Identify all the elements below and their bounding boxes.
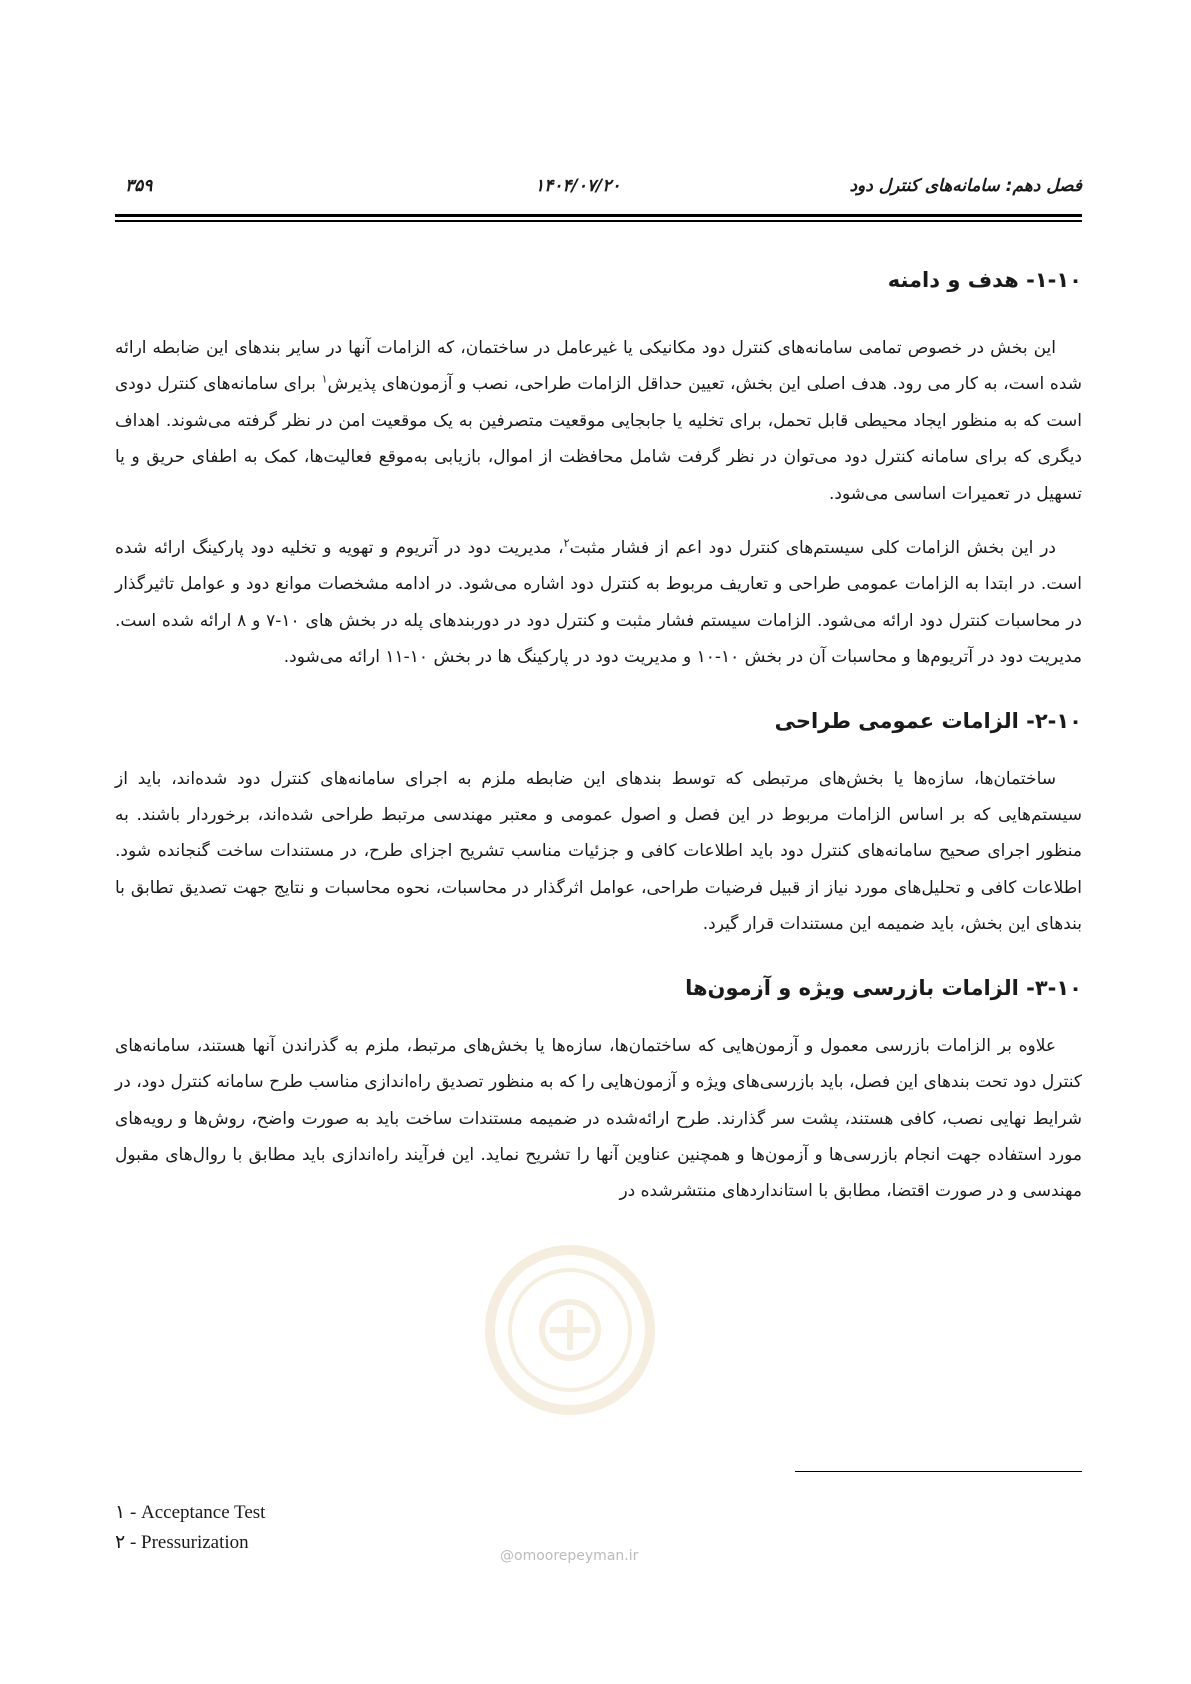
section-1-paragraph-1: این بخش در خصوص تمامی سامانه‌های کنترل دود مکانیکی یا غیرعامل در ساختمان، که الزامات آنها در سایر بندهای این ضابطه ارائه شده است، به کار می رود. هدف اصلی این بخش، تعیین حداقل الزامات طراحی، نصب و آزمون‌های پذیرش$^۱$ برای سامانه‌های کنترل دودی است که به منظور ایجاد محیطی قابل تحمل، برای تخلیه یا جابجایی موقعیت متصرفین به یک موقعیت امن در نظر گرفته می‌شوند. اهداف دیگری که برای سامانه کنترل دود می‌توان در نظر گرفت شامل محافظت از اموال، بازیابی به‌موقع فعالیت‌ها، کمک به اطفای حریق و یا تسهیل در تعمیرات اساسی می‌شود. [115,338,1083,504]
section-heading-2: ۲-۱۰- الزامات عمومی طراحی [774,708,1082,733]
header-rule-thick [115,214,1082,217]
section-3-paragraph-1: علاوه بر الزامات بازرسی معمول و آزمون‌هایی که ساختمان‌ها، سازه‌ها یا بخش‌های مرتبط، ملزم به گذراندن آنها هستند، سامانه‌های کنترل دود تحت بندهای این فصل، باید بازرسی‌های ویژه و آزمون‌هایی را که به منظور تصدیق راه‌اندازی مناسب طرح سامانه کنترل دود، در شرایط نهایی نصب، کافی هستند، پشت سر گذارند. طرح ارائه‌شده در ضمیمه مستندات ساخت باید به صورت واضح، روش‌ها و رویه‌های مورد استفاده جهت انجام بازرسی‌ها و آزمون‌ها و همچنین عناوین آنها را تشریح نماید. این فرآیند راه‌اندازی باید مطابق با روال‌های مقبول مهندسی و در صورت اقتضا، مطابق با استانداردهای منتشرشده در [115,1035,1082,1202]
page-content [115,265,1082,1210]
header-date: ۱۴۰۴/۰۷/۲۰ [535,176,621,196]
section-heading-3: ۳-۱۰- الزامات بازرسی ویژه و آزمون‌ها [685,975,1082,1000]
section-1-paragraph-2: در این بخش الزامات کلی سیستم‌های کنترل دود اعم از فشار مثبت$^۲$، مدیریت دود در آتریوم و تهویه و تخلیه دود پارکینگ ارائه شده است. در ابتدا به الزامات عمومی طراحی و تعاریف مربوط به کنترل دود اشاره می‌شود. در ادامه مشخصات موانع دود و عوامل تاثیرگذار در محاسبات کنترل دود ارائه می‌شود. الزامات سیستم فشار مثبت و کنترل دود در دوربندهای پله در بخش های ۱۰-۷ و ۸ ارائه شده است. مدیریت دود در آتریوم‌ها و محاسبات آن در بخش ۱۰-۱۰ و مدیریت دود در پارکینگ ها در بخش ۱۰-۱۱ ارائه می‌شود. [115,536,1082,668]
section-heading-1: ۱-۱۰- هدف و دامنه [887,268,1082,292]
page-number: ۳۵۹ [125,176,153,196]
watermark-seal-icon [480,1220,660,1440]
footnote-1: ۱ - Acceptance Test [115,1502,266,1523]
footnote-2: ۲ - Pressurization [115,1532,249,1553]
watermark-url: @omoorepeyman.ir [500,1548,639,1564]
page-header [115,176,1082,206]
footnote-separator [795,1471,1082,1472]
chapter-title: فصل دهم: سامانه‌های کنترل دود [849,176,1082,196]
header-rule-thin [115,220,1082,222]
footnotes [115,1498,265,1558]
footnote-ref-1[interactable]: ۱ [321,372,328,386]
footnote-ref-2[interactable]: ۲ [563,536,570,550]
section-2-paragraph-1: ساختمان‌ها، سازه‌ها یا بخش‌های مرتبطی که توسط بندهای این ضابطه ملزم به اجرای سامانه‌های کنترل دود شده‌اند، باید از سیستم‌هایی که بر اساس الزامات مربوط در این فصل و اصول عمومی و معتبر مهندسی مرتبط طراحی شده‌اند، برخوردار باشند. به منظور اجرای صحیح سامانه‌های کنترل دود باید اطلاعات کافی و جزئیات مناسب تشریح اجزای طرح، در مستندات ساخت گنجانده شود. اطلاعات کافی و تحلیل‌های مورد نیاز از قبیل فرضیات طراحی، عوامل اثرگذار در محاسبات، نحوه محاسبات و نتایج جهت تصدیق تطابق با بندهای این بخش، باید ضمیمه این مستندات قرار گیرد. [115,768,1082,935]
